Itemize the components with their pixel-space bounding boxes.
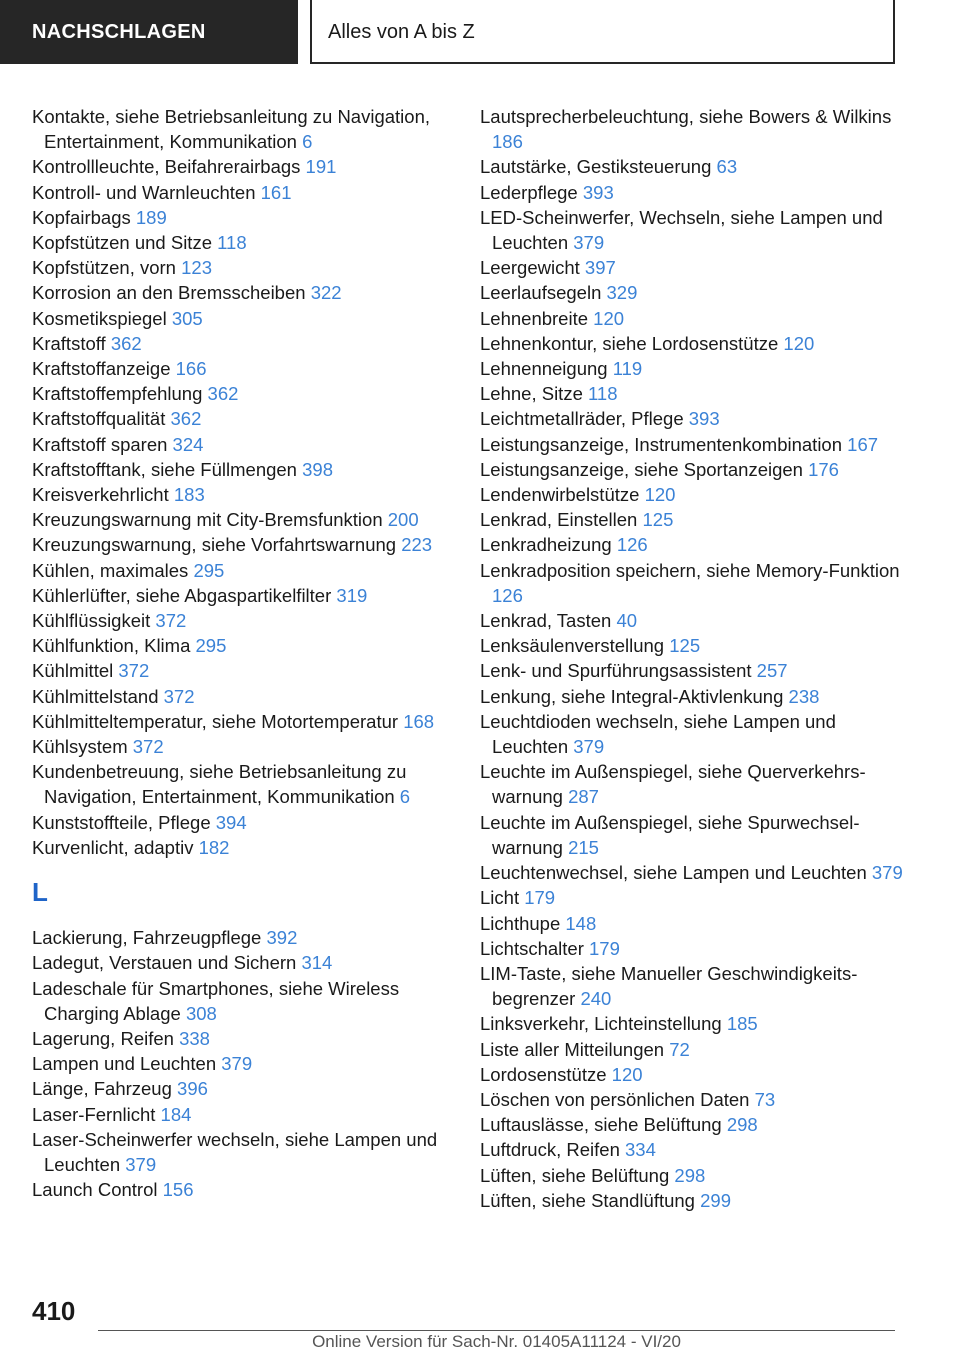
page-reference-link[interactable]: 314 — [301, 952, 333, 974]
page-reference-link[interactable]: 72 — [669, 1038, 690, 1060]
index-entry — [480, 558, 910, 608]
page-reference-link[interactable]: 168 — [403, 710, 435, 732]
index-entry — [480, 810, 910, 860]
index-entry-term: Lichthupe — [480, 912, 561, 934]
index-entry — [480, 633, 910, 658]
index-entry-term: Lehnenneigung — [480, 358, 608, 380]
page-reference-link[interactable]: 191 — [305, 156, 337, 178]
page-reference-link[interactable]: 189 — [135, 206, 167, 228]
page-reference-link[interactable]: 379 — [221, 1053, 253, 1075]
page-reference-link[interactable]: 322 — [310, 282, 342, 304]
index-entry-term: Lautsprecherbeleuchtung, siehe Bowers & Wilkins — [480, 106, 892, 127]
page-reference-link[interactable]: 179 — [589, 937, 620, 959]
page-reference-link[interactable]: 156 — [162, 1179, 194, 1201]
index-entry — [32, 331, 452, 356]
page-reference-link[interactable]: 308 — [185, 1002, 217, 1024]
page-reference-link[interactable]: 167 — [847, 433, 879, 455]
page-reference-link[interactable]: 176 — [808, 458, 839, 480]
index-entry — [32, 482, 452, 507]
index-entry — [480, 1137, 910, 1162]
index-entry-term: Kunststoffteile, Pflege — [32, 811, 211, 833]
index-entry-term: Leichtmetallräder, Pflege — [480, 408, 684, 430]
index-entry — [32, 1102, 452, 1127]
index-entry — [480, 658, 910, 683]
index-entry-term: Licht — [480, 887, 520, 909]
index-entry — [480, 507, 910, 532]
page-reference-link[interactable]: 305 — [171, 307, 203, 329]
page-reference-link[interactable]: 338 — [179, 1027, 210, 1049]
chapter-title: Alles von A bis Z — [328, 21, 475, 43]
index-entry — [480, 306, 910, 331]
index-entry-term: Kopfairbags — [32, 206, 131, 228]
page-reference-link[interactable]: 6 — [399, 786, 411, 808]
page-reference-link[interactable]: 40 — [616, 610, 638, 632]
page-reference-link[interactable]: 299 — [700, 1189, 731, 1211]
index-entry — [32, 507, 452, 532]
page-reference-link[interactable]: 223 — [401, 534, 433, 556]
index-entry-term: Kühlmittel — [32, 660, 114, 682]
page-reference-link[interactable]: 125 — [669, 635, 701, 657]
index-entry — [480, 532, 910, 557]
footer-version-text: Online Version für Sach-Nr. 01405A11124 - VI/20 — [312, 1332, 681, 1351]
index-entry-term: Kontrollleuchte, Beifahrerairbags — [32, 156, 301, 178]
index-entry-term: Lehnenkontur, siehe Lordosenstütze — [480, 332, 779, 354]
index-entry-term: Kontroll- und Warnleuchten — [32, 181, 256, 203]
index-entry — [480, 911, 910, 936]
index-entry — [32, 1127, 452, 1177]
index-entry-term: Launch Control — [32, 1179, 158, 1201]
index-entry-term: Lenksäulenverstellung — [480, 635, 665, 657]
page-reference-link[interactable]: 298 — [674, 1164, 706, 1186]
page-reference-link[interactable]: 362 — [170, 408, 202, 430]
index-entry-term: Lenkradheizung — [480, 534, 612, 556]
index-entry — [480, 1062, 910, 1087]
index-entry-term: Lüften, siehe Belüftung — [480, 1164, 670, 1186]
index-entry — [480, 381, 910, 406]
index-entry-term: Laser-Scheinwerfer wechseln, siehe Lampen und Leuchten — [32, 1128, 438, 1175]
index-entry-term: Kreuzungswarnung, siehe Vorfahrtswarnung — [32, 534, 397, 556]
page-reference-link[interactable]: 372 — [163, 685, 195, 707]
index-entry-term: Kreisverkehrlicht — [32, 484, 169, 506]
page-reference-link[interactable]: 120 — [783, 332, 815, 354]
index-entry-term: Leistungsanzeige, siehe Sportanzeigen — [480, 458, 803, 480]
page-reference-link[interactable]: 393 — [582, 181, 614, 203]
page-reference-link[interactable]: 63 — [716, 156, 738, 178]
page-reference-link[interactable]: 125 — [642, 509, 674, 531]
index-entry — [480, 1011, 910, 1036]
page-reference-link[interactable]: 120 — [611, 1063, 643, 1085]
page-reference-link[interactable]: 126 — [492, 584, 523, 606]
index-entry — [32, 1051, 452, 1076]
index-entry-term: Leergewicht — [480, 257, 580, 279]
index-entry — [480, 936, 910, 961]
index-entry-term: Lenkung, siehe Integral-Aktivlenkung — [480, 685, 784, 707]
page-reference-link[interactable]: 379 — [573, 736, 605, 758]
page-reference-link[interactable]: 379 — [573, 232, 605, 254]
index-entry — [480, 457, 910, 482]
index-entry-term: Lehnenbreite — [480, 307, 589, 329]
page-reference-link[interactable]: 6 — [302, 131, 313, 153]
index-entry-term: Kosmetikspiegel — [32, 307, 167, 329]
index-entry-term: Lampen und Leuchten — [32, 1053, 217, 1075]
index-entry-term: Lederpflege — [480, 181, 578, 203]
index-entry-term: Kühlen, maximales — [32, 559, 189, 581]
index-entry-term: Kundenbetreuung, siehe Betriebsanleitung zu Navigation, Entertainment, Kommunikation — [32, 761, 407, 808]
index-entry-term: Lenk- und Spurführungsassistent — [480, 660, 752, 682]
index-entry-term: Leerlaufsegeln — [480, 282, 602, 304]
index-entry-term: Liste aller Mitteilungen — [480, 1038, 665, 1060]
index-entry — [32, 230, 452, 255]
index-entry-term: Lagerung, Reifen — [32, 1027, 174, 1049]
index-entry-term: Leistungsanzeige, Instrumentenkombination — [480, 433, 843, 455]
index-entry-term: Lendenwirbelstütze — [480, 484, 640, 506]
page-reference-link[interactable]: 329 — [606, 282, 638, 304]
index-group-l — [32, 925, 452, 1202]
index-entry-term: Lenkrad, Einstellen — [480, 509, 638, 531]
index-entry — [480, 255, 910, 280]
page-reference-link[interactable]: 324 — [172, 433, 204, 455]
page-reference-link[interactable]: 319 — [336, 584, 368, 606]
index-entry — [32, 306, 452, 331]
index-entry — [32, 835, 452, 860]
index-entry — [480, 684, 910, 709]
page-reference-link[interactable]: 179 — [524, 887, 556, 909]
page-reference-link[interactable]: 362 — [207, 383, 239, 405]
index-entry-term: Kopfstützen, vorn — [32, 257, 176, 279]
page-reference-link[interactable]: 372 — [132, 736, 164, 758]
index-entry — [32, 759, 452, 809]
page-reference-link[interactable]: 118 — [217, 232, 247, 254]
index-entry — [32, 976, 452, 1026]
index-entry-term: Leuchtenwechsel, siehe Lampen und Leuchten — [480, 862, 867, 884]
index-entry-term: Kraftstoffanzeige — [32, 358, 171, 380]
page-reference-link[interactable]: 166 — [175, 358, 207, 380]
index-entry — [32, 1026, 452, 1051]
index-entry-term: Laser-Fernlicht — [32, 1103, 156, 1125]
page-reference-link[interactable]: 184 — [160, 1103, 192, 1125]
index-entry — [32, 280, 452, 305]
index-entry — [480, 104, 910, 154]
page-reference-link[interactable]: 392 — [266, 927, 298, 949]
index-entry-term: Leuchtdioden wechseln, siehe Lampen und Leuchten — [480, 710, 836, 758]
index-entry-term: Kühlfunktion, Klima — [32, 635, 191, 657]
index-entry — [32, 255, 452, 280]
index-entry-term: Kühlmittelstand — [32, 685, 159, 707]
index-entry-term: Kraftstoff — [32, 332, 106, 354]
page-reference-link[interactable]: 379 — [871, 862, 903, 884]
index-entry — [32, 658, 452, 683]
page-reference-link[interactable]: 372 — [118, 660, 150, 682]
page-reference-link[interactable]: 298 — [726, 1114, 758, 1136]
index-entry — [32, 583, 452, 608]
index-entry-term: Lenkradposition speichern, siehe Memory-Funktion — [480, 559, 900, 581]
index-entry-term: Lenkrad, Tasten — [480, 610, 612, 632]
page-reference-link[interactable]: 394 — [215, 811, 247, 833]
index-entry — [32, 633, 452, 658]
index-entry — [480, 180, 910, 205]
index-letter-heading: L — [32, 877, 48, 908]
index-entry-term: Lehne, Sitze — [480, 383, 583, 405]
index-entry-term: Lackierung, Fahrzeugpflege — [32, 927, 262, 949]
index-entry-term: Kühlerlüfter, siehe Abgaspartikelfilter — [32, 584, 332, 606]
index-entry — [480, 280, 910, 305]
page-number: 410 — [32, 1296, 76, 1326]
index-entry — [480, 1188, 910, 1213]
page-reference-link[interactable]: 379 — [125, 1153, 157, 1175]
page-reference-link[interactable]: 200 — [387, 509, 419, 531]
index-entry — [32, 457, 452, 482]
page-reference-link[interactable]: 73 — [754, 1088, 776, 1110]
index-entry — [480, 860, 910, 885]
index-entry — [480, 1112, 910, 1137]
index-entry-term: Korrosion an den Bremsscheiben — [32, 282, 306, 304]
index-entry — [32, 154, 452, 179]
index-group-k — [32, 104, 452, 860]
page-reference-link[interactable]: 238 — [788, 685, 820, 707]
index-entry-term: Kühlsystem — [32, 736, 128, 758]
index-entry — [32, 406, 452, 431]
page-reference-link[interactable]: 183 — [173, 484, 205, 506]
page-reference-link[interactable]: 120 — [644, 484, 676, 506]
page-reference-link[interactable]: 186 — [492, 131, 523, 153]
page-reference-link[interactable]: 287 — [568, 786, 599, 808]
index-entry-term: Leuchte im Außenspiegel, siehe Querverkehrswarnung — [480, 761, 866, 808]
page-reference-link[interactable]: 118 — [588, 383, 618, 405]
index-entry-term: Leuchte im Außenspiegel, siehe Spurwechselwarnung — [480, 811, 860, 858]
page-reference-link[interactable]: 215 — [568, 836, 599, 858]
index-entry-term: Kühlflüssigkeit — [32, 610, 151, 632]
index-entry-term: Luftdruck, Reifen — [480, 1139, 620, 1161]
index-entry-term: Ladeschale für Smartphones, siehe Wireless Charging Ablage — [32, 977, 400, 1024]
index-entry — [32, 950, 452, 975]
index-entry — [480, 406, 910, 431]
index-entry — [480, 1163, 910, 1188]
page-reference-link[interactable]: 119 — [612, 358, 643, 380]
page-reference-link[interactable]: 362 — [110, 332, 142, 354]
index-entry — [480, 709, 910, 759]
index-entry — [32, 432, 452, 457]
section-title: NACHSCHLAGEN — [32, 21, 206, 43]
index-column-left — [32, 104, 452, 1202]
index-entry-term: LIM-Taste, siehe Manueller Geschwindigkeitsbegrenzer — [480, 962, 858, 1010]
index-entry — [480, 1087, 910, 1112]
page-reference-link[interactable]: 185 — [726, 1013, 758, 1035]
page-reference-link[interactable]: 161 — [260, 181, 292, 203]
page-reference-link[interactable]: 398 — [302, 458, 333, 480]
chapter-header — [310, 0, 895, 64]
index-entry — [480, 608, 910, 633]
footer-divider — [98, 1330, 895, 1331]
page-reference-link[interactable]: 396 — [177, 1078, 208, 1100]
page-reference-link[interactable]: 148 — [565, 912, 597, 934]
index-entry-term: Lautstärke, Gestiksteuerung — [480, 156, 712, 178]
page-reference-link[interactable]: 120 — [593, 307, 625, 329]
index-entry — [480, 961, 910, 1011]
page-reference-link[interactable]: 240 — [580, 988, 612, 1010]
page-reference-link[interactable]: 397 — [584, 257, 616, 279]
index-entry — [480, 331, 910, 356]
index-entry-term: Kraftstofftank, siehe Füllmengen — [32, 458, 297, 480]
index-entry — [32, 684, 452, 709]
index-group-l-continued — [480, 104, 910, 1213]
index-entry-term: Kontakte, siehe Betriebsanleitung zu Navigation, Entertainment, Kommunikation — [32, 106, 431, 153]
index-entry-term: LED-Scheinwerfer, Wechseln, siehe Lampen und Leuchten — [480, 206, 883, 254]
index-entry — [480, 885, 910, 910]
page-reference-link[interactable]: 393 — [688, 408, 720, 430]
index-entry — [480, 482, 910, 507]
index-entry — [480, 759, 910, 809]
index-entry-term: Kopfstützen und Sitze — [32, 232, 212, 254]
index-entry — [32, 1076, 452, 1101]
index-entry-term: Löschen von persönlichen Daten — [480, 1088, 750, 1110]
index-entry-term: Länge, Fahrzeug — [32, 1078, 172, 1100]
index-entry — [480, 205, 910, 255]
index-entry — [32, 558, 452, 583]
index-column-right — [480, 104, 910, 1213]
index-entry — [32, 925, 452, 950]
index-entry-term: Kreuzungswarnung mit City-Bremsfunktion — [32, 509, 383, 531]
index-entry — [32, 810, 452, 835]
page-reference-link[interactable]: 123 — [181, 257, 212, 279]
index-entry-term: Lichtschalter — [480, 937, 584, 959]
index-entry — [32, 734, 452, 759]
index-entry — [32, 180, 452, 205]
index-entry — [480, 432, 910, 457]
index-entry — [480, 1037, 910, 1062]
index-entry — [32, 709, 452, 734]
index-entry-term: Lüften, siehe Standlüftung — [480, 1189, 695, 1211]
page-reference-link[interactable]: 257 — [756, 660, 788, 682]
index-entry-term: Kraftstoffqualität — [32, 408, 166, 430]
page-reference-link[interactable]: 182 — [198, 836, 230, 858]
index-entry — [32, 104, 452, 154]
index-entry — [32, 608, 452, 633]
index-entry — [32, 532, 452, 557]
index-entry — [32, 1177, 452, 1202]
index-entry — [32, 381, 452, 406]
index-entry-term: Kraftstoff sparen — [32, 433, 168, 455]
index-entry — [480, 154, 910, 179]
index-entry-term: Lordosenstütze — [480, 1063, 607, 1085]
index-entry-term: Ladegut, Verstauen und Sichern — [32, 952, 297, 974]
page-reference-link[interactable]: 295 — [193, 559, 225, 581]
page-reference-link[interactable]: 295 — [195, 635, 227, 657]
index-entry — [32, 356, 452, 381]
page-reference-link[interactable]: 372 — [155, 610, 187, 632]
index-entry — [480, 356, 910, 381]
index-entry-term: Kraftstoffempfehlung — [32, 383, 203, 405]
page-reference-link[interactable]: 334 — [625, 1139, 656, 1161]
index-entry-term: Kurvenlicht, adaptiv — [32, 836, 194, 858]
page-reference-link[interactable]: 126 — [616, 534, 648, 556]
index-entry-term: Kühlmitteltemperatur, siehe Motortemperatur — [32, 710, 399, 732]
index-entry-term: Linksverkehr, Lichteinstellung — [480, 1013, 722, 1035]
index-entry — [32, 205, 452, 230]
section-tab — [0, 0, 298, 64]
index-entry-term: Luftauslässe, siehe Belüftung — [480, 1114, 722, 1136]
